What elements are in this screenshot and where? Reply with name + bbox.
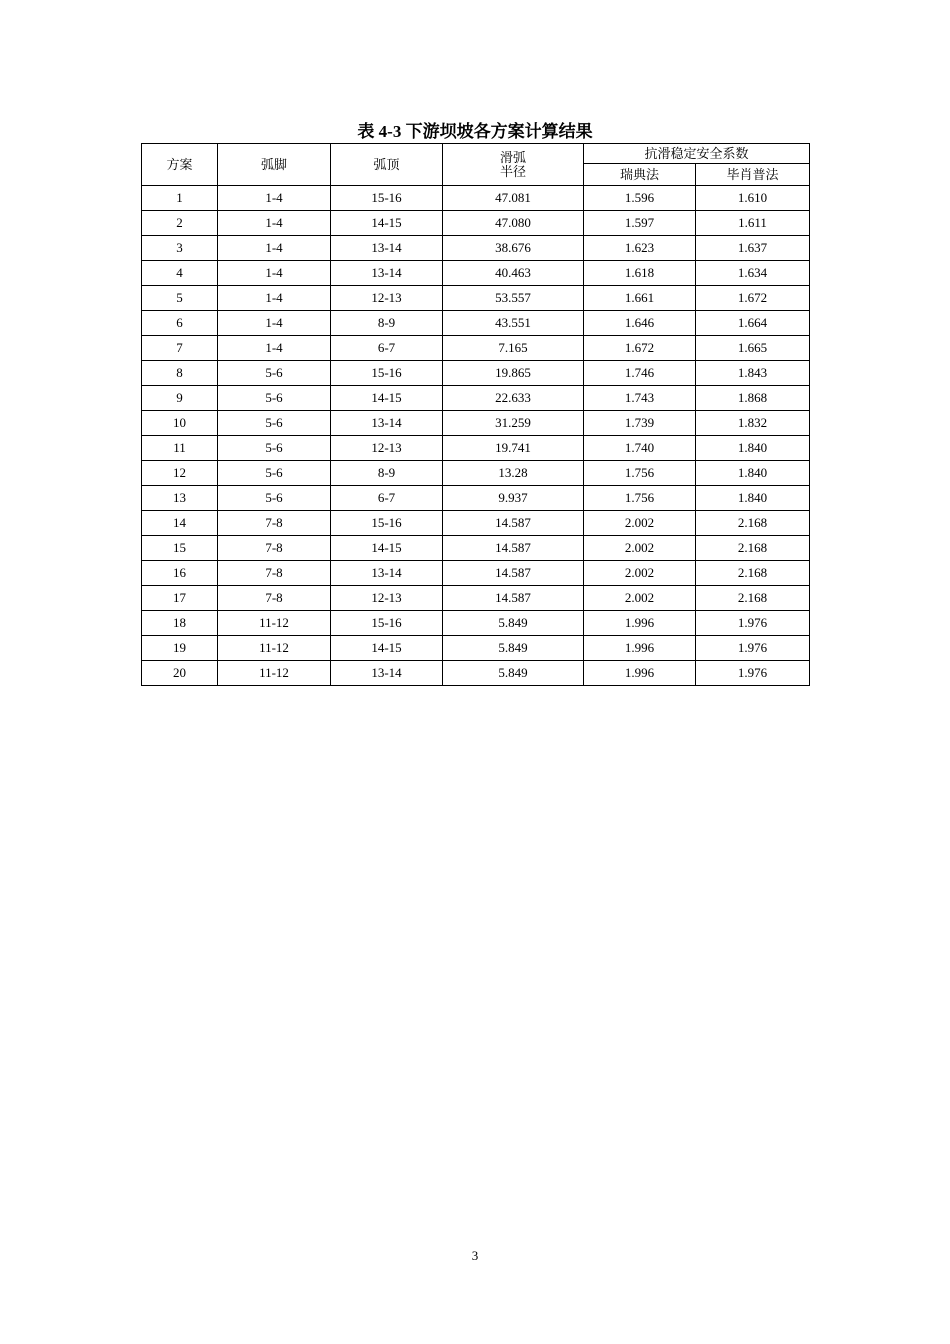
table-row	[142, 311, 810, 336]
cell-scheme: 16	[142, 561, 218, 586]
cell-arc-radius: 40.463	[443, 261, 584, 286]
cell-arc-foot: 1-4	[218, 236, 331, 261]
table-row	[142, 211, 810, 236]
cell-arc-foot: 1-4	[218, 261, 331, 286]
cell-arc-top: 6-7	[331, 486, 443, 511]
cell-arc-foot: 7-8	[218, 561, 331, 586]
cell-arc-radius: 5.849	[443, 611, 584, 636]
cell-arc-radius: 19.741	[443, 436, 584, 461]
cell-arc-top: 14-15	[331, 636, 443, 661]
cell-arc-top: 15-16	[331, 511, 443, 536]
cell-scheme: 19	[142, 636, 218, 661]
table-row	[142, 636, 810, 661]
cell-bishop: 1.832	[696, 411, 810, 436]
cell-arc-radius: 14.587	[443, 586, 584, 611]
cell-arc-foot: 1-4	[218, 336, 331, 361]
cell-arc-top: 15-16	[331, 361, 443, 386]
cell-scheme: 9	[142, 386, 218, 411]
cell-swedish: 2.002	[584, 536, 696, 561]
cell-arc-radius: 14.587	[443, 561, 584, 586]
cell-scheme: 20	[142, 661, 218, 686]
cell-scheme: 15	[142, 536, 218, 561]
cell-arc-top: 15-16	[331, 611, 443, 636]
cell-arc-top: 12-13	[331, 436, 443, 461]
header-arc-radius	[443, 144, 584, 186]
cell-bishop: 1.840	[696, 461, 810, 486]
cell-arc-top: 13-14	[331, 236, 443, 261]
cell-bishop: 1.637	[696, 236, 810, 261]
cell-bishop: 1.664	[696, 311, 810, 336]
cell-bishop: 1.843	[696, 361, 810, 386]
cell-swedish: 1.756	[584, 461, 696, 486]
cell-arc-foot: 5-6	[218, 486, 331, 511]
cell-scheme: 2	[142, 211, 218, 236]
table-row	[142, 386, 810, 411]
table-header	[142, 144, 810, 186]
cell-arc-foot: 11-12	[218, 611, 331, 636]
cell-swedish: 2.002	[584, 511, 696, 536]
cell-scheme: 6	[142, 311, 218, 336]
cell-swedish: 1.746	[584, 361, 696, 386]
cell-swedish: 1.597	[584, 211, 696, 236]
table-row	[142, 286, 810, 311]
cell-arc-foot: 7-8	[218, 586, 331, 611]
table-row	[142, 586, 810, 611]
cell-scheme: 17	[142, 586, 218, 611]
table-row	[142, 236, 810, 261]
cell-bishop: 2.168	[696, 561, 810, 586]
cell-arc-radius: 47.081	[443, 186, 584, 211]
cell-arc-radius: 13.28	[443, 461, 584, 486]
cell-arc-radius: 14.587	[443, 536, 584, 561]
cell-bishop: 1.634	[696, 261, 810, 286]
cell-arc-radius: 53.557	[443, 286, 584, 311]
cell-bishop: 1.672	[696, 286, 810, 311]
table-row	[142, 461, 810, 486]
cell-arc-foot: 1-4	[218, 211, 331, 236]
cell-bishop: 1.610	[696, 186, 810, 211]
cell-scheme: 7	[142, 336, 218, 361]
cell-arc-radius: 43.551	[443, 311, 584, 336]
cell-scheme: 14	[142, 511, 218, 536]
cell-arc-top: 12-13	[331, 286, 443, 311]
cell-arc-radius: 5.849	[443, 636, 584, 661]
table-row	[142, 486, 810, 511]
table-row	[142, 661, 810, 686]
table-row	[142, 336, 810, 361]
cell-bishop: 1.868	[696, 386, 810, 411]
table-row	[142, 511, 810, 536]
header-safety-factor: 抗滑稳定安全系数	[584, 144, 810, 164]
cell-arc-top: 14-15	[331, 211, 443, 236]
cell-bishop: 2.168	[696, 511, 810, 536]
cell-bishop: 2.168	[696, 536, 810, 561]
cell-arc-top: 13-14	[331, 261, 443, 286]
cell-swedish: 1.661	[584, 286, 696, 311]
header-bishop-method: 毕肖普法	[696, 164, 810, 186]
header-arc-radius-line2: 半径	[499, 163, 526, 179]
cell-swedish: 2.002	[584, 561, 696, 586]
header-swedish-method: 瑞典法	[584, 164, 696, 186]
cell-arc-radius: 31.259	[443, 411, 584, 436]
cell-swedish: 1.996	[584, 636, 696, 661]
header-arc-radius-line1: 滑弧	[499, 149, 526, 165]
cell-arc-radius: 19.865	[443, 361, 584, 386]
cell-swedish: 1.672	[584, 336, 696, 361]
cell-arc-top: 6-7	[331, 336, 443, 361]
table-row	[142, 536, 810, 561]
page-number: 3	[471, 1248, 479, 1263]
cell-scheme: 4	[142, 261, 218, 286]
cell-arc-top: 14-15	[331, 386, 443, 411]
cell-bishop: 1.976	[696, 636, 810, 661]
cell-scheme: 1	[142, 186, 218, 211]
table-row	[142, 361, 810, 386]
cell-swedish: 1.596	[584, 186, 696, 211]
table-row	[142, 186, 810, 211]
table-row	[142, 261, 810, 286]
table-title: 表 4-3 下游坝坡各方案计算结果	[357, 122, 593, 141]
cell-arc-foot: 7-8	[218, 511, 331, 536]
cell-arc-top: 14-15	[331, 536, 443, 561]
cell-bishop: 2.168	[696, 586, 810, 611]
cell-scheme: 12	[142, 461, 218, 486]
cell-arc-radius: 9.937	[443, 486, 584, 511]
table-row	[142, 436, 810, 461]
cell-arc-radius: 47.080	[443, 211, 584, 236]
cell-swedish: 1.743	[584, 386, 696, 411]
cell-arc-radius: 7.165	[443, 336, 584, 361]
cell-bishop: 1.611	[696, 211, 810, 236]
cell-bishop: 1.840	[696, 436, 810, 461]
cell-arc-foot: 5-6	[218, 361, 331, 386]
cell-arc-foot: 1-4	[218, 286, 331, 311]
cell-arc-top: 13-14	[331, 661, 443, 686]
cell-arc-radius: 38.676	[443, 236, 584, 261]
cell-swedish: 1.740	[584, 436, 696, 461]
cell-arc-top: 8-9	[331, 461, 443, 486]
cell-swedish: 1.646	[584, 311, 696, 336]
table-row	[142, 611, 810, 636]
cell-arc-foot: 5-6	[218, 436, 331, 461]
cell-arc-top: 8-9	[331, 311, 443, 336]
cell-swedish: 1.756	[584, 486, 696, 511]
cell-bishop: 1.976	[696, 611, 810, 636]
cell-arc-foot: 5-6	[218, 461, 331, 486]
cell-arc-foot: 7-8	[218, 536, 331, 561]
cell-arc-radius: 14.587	[443, 511, 584, 536]
cell-bishop: 1.976	[696, 661, 810, 686]
cell-arc-foot: 5-6	[218, 386, 331, 411]
table-row	[142, 561, 810, 586]
cell-arc-foot: 11-12	[218, 636, 331, 661]
cell-swedish: 2.002	[584, 586, 696, 611]
cell-scheme: 18	[142, 611, 218, 636]
cell-arc-foot: 11-12	[218, 661, 331, 686]
cell-arc-top: 12-13	[331, 586, 443, 611]
cell-scheme: 10	[142, 411, 218, 436]
cell-bishop: 1.665	[696, 336, 810, 361]
table-body	[142, 186, 810, 686]
header-scheme: 方案	[142, 144, 218, 186]
cell-scheme: 8	[142, 361, 218, 386]
cell-swedish: 1.623	[584, 236, 696, 261]
cell-swedish: 1.618	[584, 261, 696, 286]
cell-arc-radius: 5.849	[443, 661, 584, 686]
cell-bishop: 1.840	[696, 486, 810, 511]
cell-scheme: 5	[142, 286, 218, 311]
table-row	[142, 411, 810, 436]
results-table	[141, 143, 810, 686]
cell-swedish: 1.996	[584, 661, 696, 686]
cell-arc-foot: 1-4	[218, 186, 331, 211]
cell-arc-top: 15-16	[331, 186, 443, 211]
cell-swedish: 1.739	[584, 411, 696, 436]
cell-scheme: 13	[142, 486, 218, 511]
cell-swedish: 1.996	[584, 611, 696, 636]
cell-scheme: 11	[142, 436, 218, 461]
cell-arc-foot: 1-4	[218, 311, 331, 336]
cell-arc-radius: 22.633	[443, 386, 584, 411]
cell-arc-top: 13-14	[331, 411, 443, 436]
cell-arc-foot: 5-6	[218, 411, 331, 436]
header-arc-foot: 弧脚	[218, 144, 331, 186]
cell-arc-top: 13-14	[331, 561, 443, 586]
header-arc-top: 弧顶	[331, 144, 443, 186]
cell-scheme: 3	[142, 236, 218, 261]
